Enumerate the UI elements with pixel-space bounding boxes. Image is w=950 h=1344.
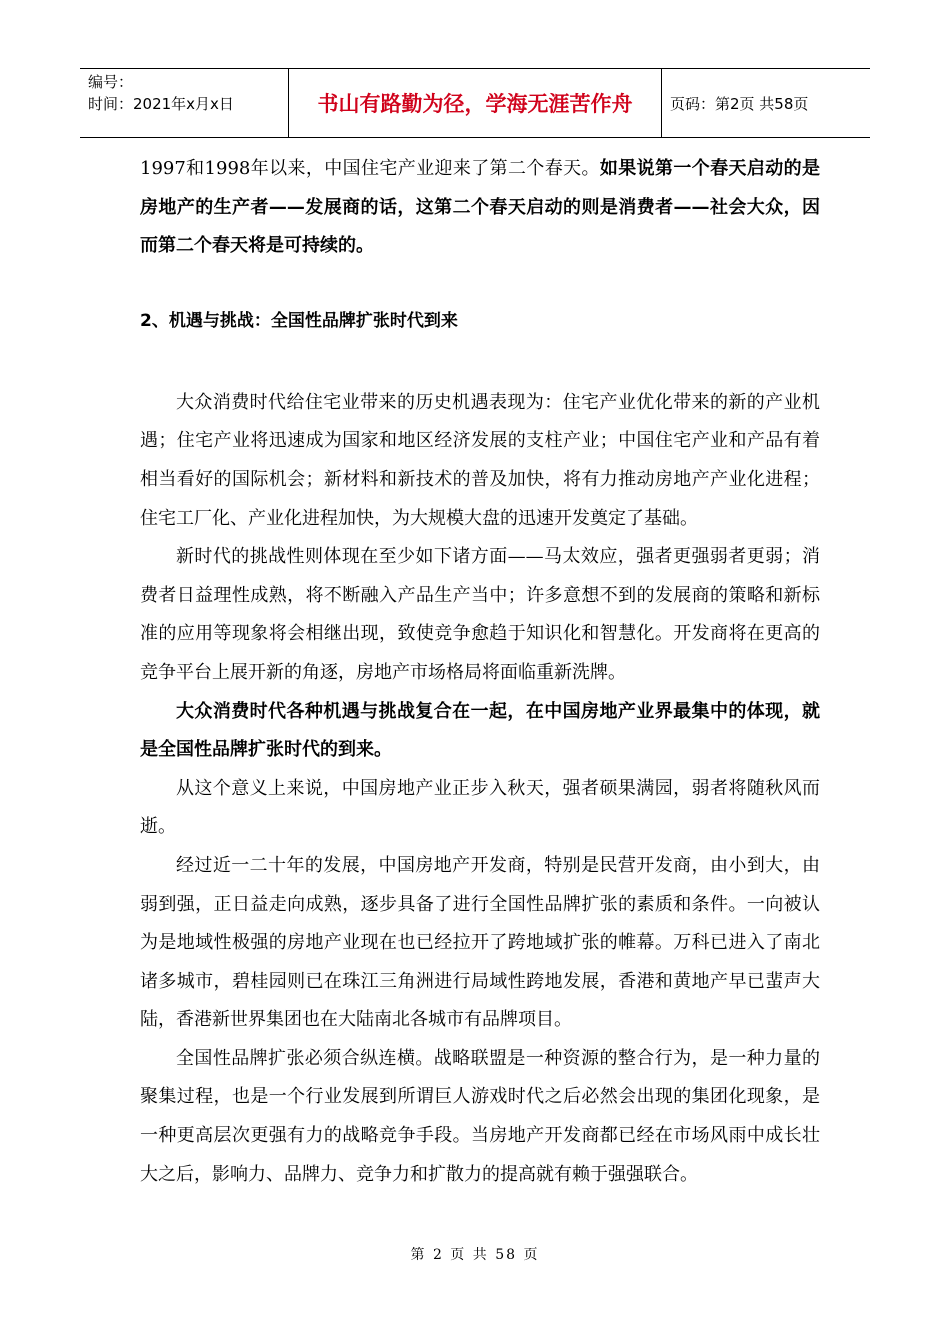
- document-number: 编号：: [88, 73, 134, 91]
- document-body: [140, 150, 820, 1194]
- paragraph-4: 大众消费时代各种机遇与挑战复合在一起，在中国房地产业界最集中的体现，就是全国性品牌扩张时代的到来。: [140, 700, 820, 761]
- paragraph-1: [140, 150, 820, 266]
- paragraph-6: 经过近一二十年的发展，中国房地产开发商，特别是民营开发商，由小到大，由弱到强，正日益走向成熟，逐步具备了进行全国性品牌扩张的素质和条件。一向被认为是地域性极强的房地产业现在也已经拉开了跨地域扩张的帷幕。万科已进入了南北诸多城市，碧桂园则已在珠江三角洲进行局域性跨地发展，香港和黄地产早已蜚声大陆，香港新世界集团也在大陆南北各城市有品牌项目。: [140, 854, 820, 1031]
- paragraph-5: 从这个意义上来说，中国房地产业正步入秋天，强者硕果满园，弱者将随秋风而逝。: [140, 777, 820, 838]
- paragraph-3: 新时代的挑战性则体现在至少如下诸方面——马太效应，强者更强弱者更弱；消费者日益理性成熟，将不断融入产品生产当中；许多意想不到的发展商的策略和新标准的应用等现象将会相继出现，致使竞争愈趋于知识化和智慧化。开发商将在更高的竞争平台上展开新的角逐，房地产市场格局将面临重新洗牌。: [140, 546, 820, 683]
- page-header: [80, 68, 870, 138]
- paragraph-7: 全国性品牌扩张必须合纵连横。战略联盟是一种资源的整合行为，是一种力量的聚集过程，也是一个行业发展到所谓巨人游戏时代之后必然会出现的集团化现象，是一种更高层次更强有力的战略竞争手段。当房地产开发商都已经在市场风雨中成长壮大之后，影响力、品牌力、竞争力和扩散力的提高就有赖于强强联合。: [140, 1047, 820, 1185]
- paragraph-1-bold: 如果说第一个春天启动的是房地产的生产者——发展商的话，这第二个春天启动的则是消费者——社会大众，因而第二个春天将是可持续的。: [140, 158, 820, 257]
- header-meta: [80, 69, 289, 137]
- document-date: 时间：2021年x月x日: [88, 95, 234, 113]
- paragraph-1-normal: 1997和1998年以来，中国住宅产业迎来了第二个春天。: [140, 158, 600, 179]
- section-heading: 2、机遇与挑战：全国性品牌扩张时代到来: [140, 310, 458, 331]
- header-motto: 书山有路勤为径，学海无涯苦作舟: [289, 69, 662, 137]
- page-footer: 第 2 页 共 58 页: [410, 1247, 540, 1263]
- header-page-info: 页码：第2页 共58页: [670, 94, 809, 113]
- paragraph-2: 大众消费时代给住宅业带来的历史机遇表现为：住宅产业优化带来的新的产业机遇；住宅产业将迅速成为国家和地区经济发展的支柱产业；中国住宅产业和产品有着相当看好的国际机会；新材料和新技术的普及加快，将有力推动房地产产业化进程；住宅工厂化、产业化进程加快，为大规模大盘的迅速开发奠定了基础。: [140, 391, 820, 529]
